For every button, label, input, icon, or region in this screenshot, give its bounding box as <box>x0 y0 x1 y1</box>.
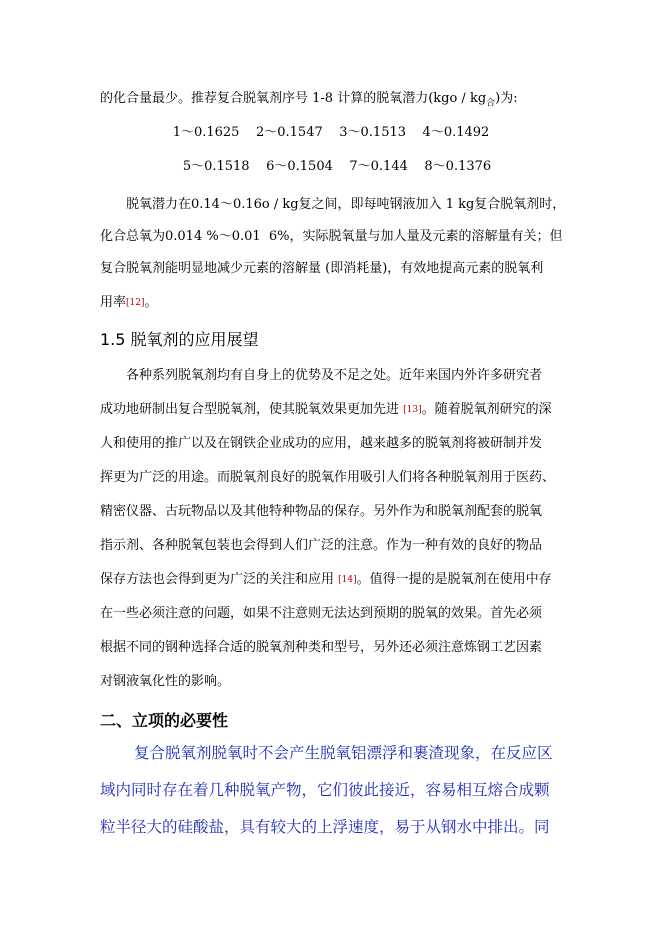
para2-line-10: 对钢液氧化性的影响。 <box>100 674 231 689</box>
para2-line-6: 指示剂、各种脱氧包装也会得到人们广泛的注意。作为一种有效的良好的物品 <box>100 538 543 553</box>
para2-line-3: 人和使用的推广以及在钢铁企业成功的应用，越来越多的脱氧剂将被研制并发 <box>100 436 543 451</box>
para2-line-7 <box>100 571 552 589</box>
para3-line-2: 域内同时存在着几种脱氧产物，它们彼此接近，容易相互熔合成颗 <box>100 781 550 799</box>
para2-line-8: 在一些必须注意的问题，如果不注意则无法达到预期的脱氧的效果。首先必须 <box>100 606 543 621</box>
section-heading-2: 二、立项的必要性 <box>100 711 229 730</box>
para2-line-4: 挥更为广泛的用途。而脱氧剂良好的脱氧作用吸引人们将各种脱氧剂用于医药、 <box>100 470 556 485</box>
para1-line-4-text: 用率 <box>100 295 127 310</box>
para1-line-2: 化合总氧为0.014 %～0.01 6%，实际脱氧量与加人量及元素的溶解量有关；但 <box>100 229 563 244</box>
para2-line-2-end: 。随着脱氧剂研究的深 <box>421 402 552 417</box>
citation-14: [14] <box>338 575 357 585</box>
intro-line <box>100 90 518 113</box>
para2-line-7-text: 保存方法也会得到更为广泛的关注和应用 <box>100 572 339 587</box>
citation-12: [12] <box>126 298 145 308</box>
intro-text-end: )为: <box>495 91 518 106</box>
para1-line-4 <box>100 294 158 312</box>
para1-line-1: 脱氧潜力在0.14～0.16o / kg复之间，即每吨钢液加入 1 kg复合脱氧剂时， <box>126 197 566 212</box>
para1-line-3: 复合脱氧剂能明显地减少元素的溶解量 (即消耗量)，有效地提高元素的脱氧利 <box>100 261 544 276</box>
para3-line-3: 粒半径大的硅酸盐，具有较大的上浮速度，易于从钢水中排出。同 <box>100 818 550 836</box>
para2-line-5: 精密仪器、古玩物品以及其他特种物品的保存。另外作为和脱氧剂配套的脱氧 <box>100 504 543 519</box>
intro-text: 的化合量最少。推荐复合脱氧剂序号 1-8 计算的脱氧潜力(kgo / kg <box>100 91 487 106</box>
intro-subscript: 合 <box>486 98 496 109</box>
para3-line-1: 复合脱氧剂脱氧时不会产生脱氧铝漂浮和裹渣现象，在反应区 <box>134 744 553 762</box>
para1-line-4-end: 。 <box>144 295 158 310</box>
para2-line-7-end: 。值得一提的是脱氧剂在使用中存 <box>356 572 552 587</box>
citation-13: [13] <box>403 405 422 415</box>
values-row-1: 1～0.1625 2～0.1547 3～0.1513 4～0.1492 <box>172 125 490 140</box>
para2-line-2 <box>100 401 552 419</box>
values-row-2: 5～0.1518 6～0.1504 7～0.144 8～0.1376 <box>182 159 492 174</box>
para2-line-9: 根据不同的钢种选择合适的脱氧剂种类和型号，另外还必须注意炼钢工艺因素 <box>100 640 543 655</box>
para2-line-2-text: 成功地研制出复合型脱氧剂，使其脱氧效果更加先进 <box>100 402 404 417</box>
para2-line-1: 各种系列脱氧剂均有自身上的优势及不足之处。近年来国内外许多研究者 <box>126 368 543 383</box>
section-heading-1-5: 1.5 脱氧剂的应用展望 <box>100 330 259 349</box>
